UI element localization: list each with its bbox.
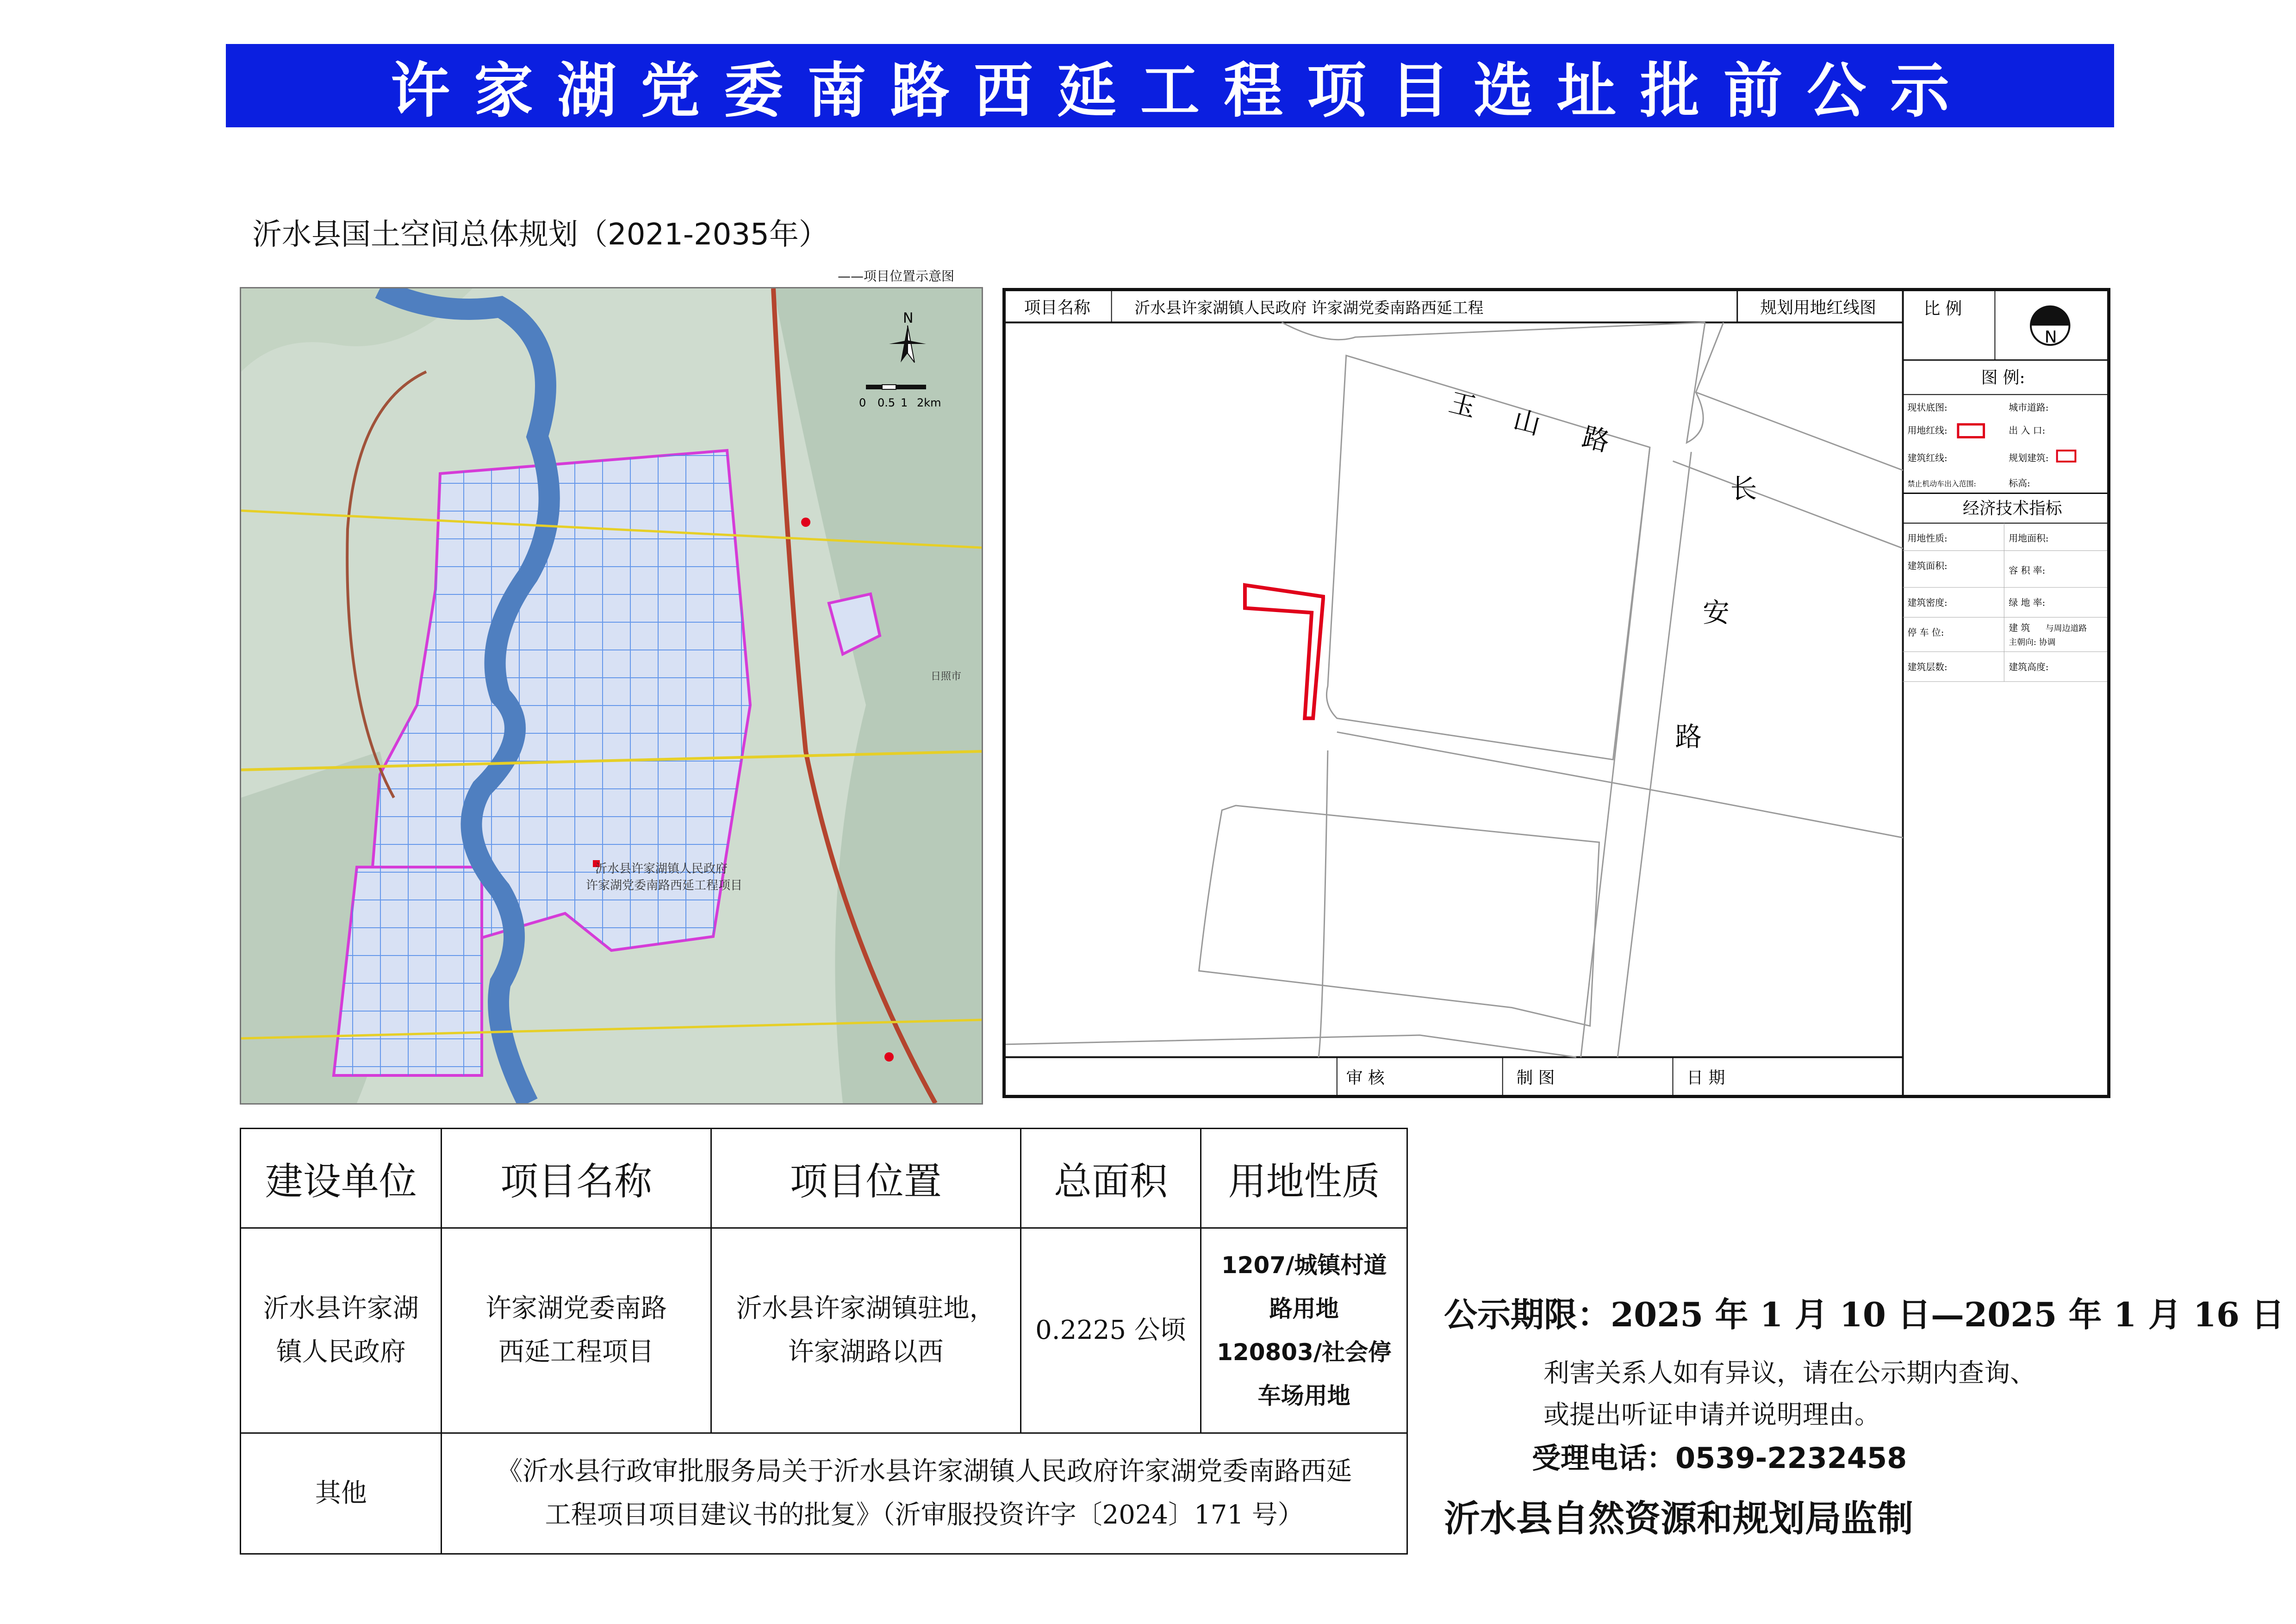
other-text: 《沂水县行政审批服务局关于沂水县许家湖镇人民政府许家湖党委南路西延 工程项目项目建议书的批复》（沂审服投资许字〔2024〕171 号） xyxy=(442,1433,1407,1554)
svg-text:建 筑: 建 筑 xyxy=(2009,623,2030,634)
road-grid-south xyxy=(334,867,482,1075)
cell-unit: 沂水县许家湖 镇人民政府 xyxy=(241,1228,442,1433)
svg-text:现状底图:: 现状底图: xyxy=(1907,402,1948,413)
svg-text:建筑密度:: 建筑密度: xyxy=(1907,597,1948,608)
project-info-table xyxy=(240,1128,1408,1555)
location-map[interactable] xyxy=(240,287,983,1105)
banner-title: 许家湖党委南路西延工程项目选址批前公示 xyxy=(390,56,1973,125)
place-label: 日照市 xyxy=(931,671,962,682)
contact-value: 0539-2232458 xyxy=(1675,1441,1907,1475)
north-icon xyxy=(2031,306,2070,347)
cell-area: 0.2225 公顷 xyxy=(1020,1228,1201,1433)
scale-label: 比 例 xyxy=(1923,299,1962,319)
contact-phone xyxy=(1532,1435,1907,1476)
indicators-title: 经济技术指标 xyxy=(1962,499,2062,518)
redline-plan-canvas xyxy=(1006,291,2107,1095)
header-area: 总面积 xyxy=(1020,1129,1201,1228)
svg-text:建筑层数:: 建筑层数: xyxy=(1907,662,1948,673)
road-changan-2: 安 xyxy=(1703,597,1730,629)
svg-text:0: 0 xyxy=(859,396,866,409)
road-changan-1: 长 xyxy=(1730,473,1757,505)
svg-text:停 车 位:: 停 车 位: xyxy=(1907,627,1944,638)
project-label-line2: 许家湖党委南路西延工程项目 xyxy=(586,879,743,893)
cell-location: 沂水县许家湖镇驻地， 许家湖路以西 xyxy=(711,1228,1020,1433)
redline-plan[interactable] xyxy=(1002,288,2110,1098)
svg-text:主朝向: 协调: 主朝向: 协调 xyxy=(2009,637,2056,647)
notice-period xyxy=(1444,1288,2284,1336)
svg-text:建筑红线:: 建筑红线: xyxy=(1907,453,1948,464)
footer-draw: 制 图 xyxy=(1516,1068,1555,1088)
svg-text:出 入 口:: 出 入 口: xyxy=(2009,425,2046,436)
plan-name-value: 沂水县许家湖镇人民政府 许家湖党委南路西延工程 xyxy=(1134,299,1484,317)
footer-review: 审 核 xyxy=(1346,1068,1385,1088)
header-location: 项目位置 xyxy=(711,1129,1020,1228)
plan-drawing-type: 规划用地红线图 xyxy=(1760,298,1876,318)
svg-text:N: N xyxy=(2044,328,2057,347)
svg-text:N: N xyxy=(903,310,914,326)
land-use-red-line xyxy=(1245,585,1323,718)
svg-text:1: 1 xyxy=(901,396,908,409)
period-value: 2025 年 1 月 10 日—2025 年 1 月 16 日 xyxy=(1611,1295,2285,1334)
location-map-canvas xyxy=(241,288,982,1103)
svg-text:与周边道路: 与周边道路 xyxy=(2045,624,2087,634)
svg-text:绿 地 率:: 绿 地 率: xyxy=(2009,597,2046,608)
road-yushan-1: 玉 xyxy=(1445,387,1480,424)
notice-text-1: 利害关系人如有异议，请在公示期内查询、 xyxy=(1543,1358,2036,1388)
svg-text:0.5: 0.5 xyxy=(877,396,896,409)
header-name: 项目名称 xyxy=(442,1129,711,1228)
page-banner xyxy=(226,44,2114,127)
svg-text:城市道路:: 城市道路: xyxy=(2009,402,2049,413)
svg-text:规划建筑:: 规划建筑: xyxy=(2009,453,2049,464)
other-label: 其他 xyxy=(241,1433,442,1554)
interchange-marker xyxy=(884,1052,894,1062)
svg-text:建筑面积:: 建筑面积: xyxy=(1907,561,1948,572)
svg-text:容 积 率:: 容 积 率: xyxy=(2009,565,2046,576)
header-unit: 建设单位 xyxy=(241,1129,442,1228)
base-map-lines xyxy=(1006,322,1903,1057)
road-changan-3: 路 xyxy=(1675,721,1702,753)
footer-date: 日 期 xyxy=(1686,1068,1725,1088)
notice-text-2: 或提出听证申请并说明理由。 xyxy=(1543,1400,1880,1430)
plan-title: 沂水县国土空间总体规划（2021-2035年） xyxy=(252,218,828,252)
supervisor: 沂水县自然资源和规划局监制 xyxy=(1444,1498,1914,1540)
indicator-items xyxy=(1903,523,2107,681)
cell-land-use: 1207/城镇村道 路用地 120803/社会停 车场用地 xyxy=(1201,1228,1407,1433)
svg-text:用地红线:: 用地红线: xyxy=(1907,425,1948,436)
svg-text:标高:: 标高: xyxy=(2009,478,2030,489)
road-yushan-3: 路 xyxy=(1579,421,1613,458)
project-label-line1: 沂水县许家湖镇人民政府 xyxy=(595,862,728,876)
contact-label: 受理电话： xyxy=(1532,1441,1676,1475)
road-yushan-2: 山 xyxy=(1510,404,1544,441)
plan-name-label: 项目名称 xyxy=(1024,298,1090,318)
period-label: 公示期限： xyxy=(1444,1295,1611,1334)
header-land-use: 用地性质 xyxy=(1201,1129,1407,1228)
svg-text:用地性质:: 用地性质: xyxy=(1907,533,1948,544)
svg-text:建筑高度:: 建筑高度: xyxy=(2009,662,2049,673)
svg-text:禁止机动车出入范围:: 禁止机动车出入范围: xyxy=(1907,479,1976,488)
cell-name: 许家湖党委南路 西延工程项目 xyxy=(442,1228,711,1433)
legend-items xyxy=(1908,402,2076,489)
interchange-marker xyxy=(801,518,810,527)
legend-title: 图 例: xyxy=(1981,368,2025,387)
svg-text:2km: 2km xyxy=(917,396,941,409)
svg-text:用地面积:: 用地面积: xyxy=(2009,533,2049,544)
map-caption: ——项目位置示意图 xyxy=(838,269,955,284)
